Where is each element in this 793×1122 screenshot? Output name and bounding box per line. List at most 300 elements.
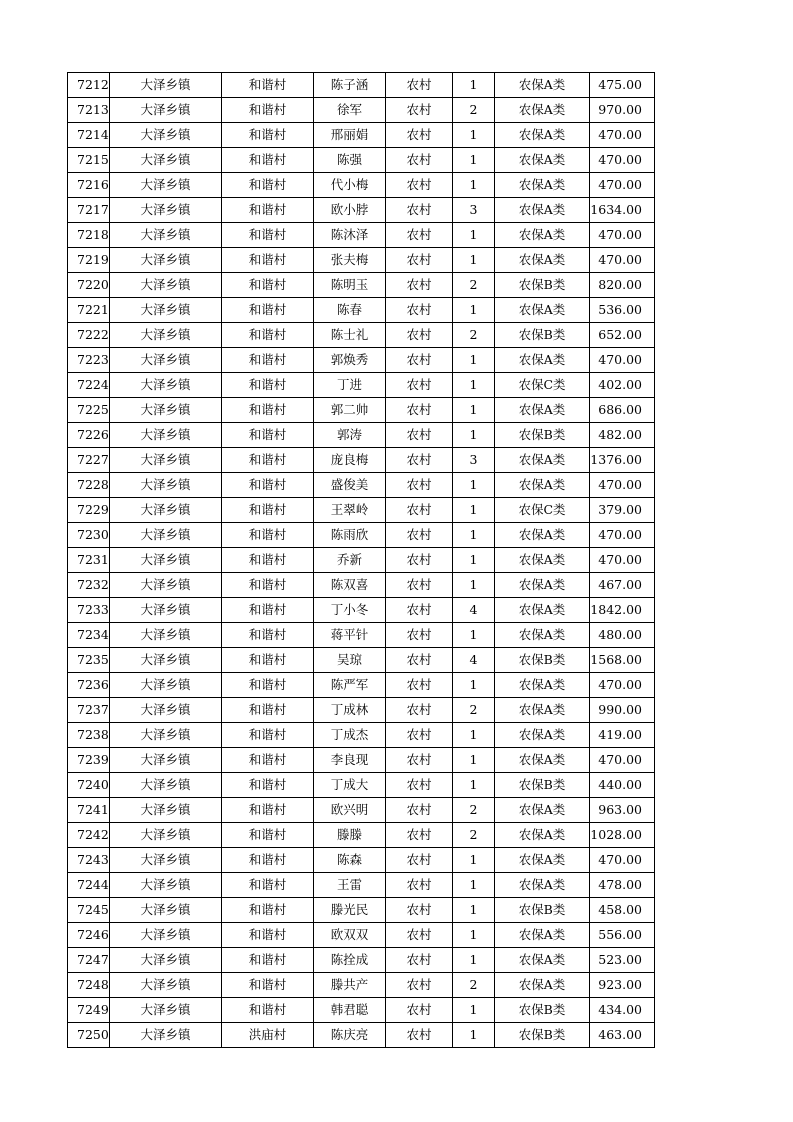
records-table [67, 72, 655, 1048]
record-id-cell: 7245 [68, 898, 110, 923]
amount-cell: 1568.00 [590, 648, 655, 673]
township-cell: 大泽乡镇 [110, 1023, 222, 1048]
village-cell: 和谐村 [222, 748, 314, 773]
record-id-cell: 7214 [68, 123, 110, 148]
township-cell: 大泽乡镇 [110, 398, 222, 423]
record-id-cell: 7234 [68, 623, 110, 648]
name-cell: 陈拴成 [314, 948, 386, 973]
village-cell: 和谐村 [222, 848, 314, 873]
record-id-cell: 7216 [68, 173, 110, 198]
member-count-cell: 2 [453, 698, 495, 723]
village-cell: 和谐村 [222, 573, 314, 598]
household-type-cell: 农村 [386, 148, 453, 173]
village-cell: 和谐村 [222, 248, 314, 273]
record-id-cell: 7220 [68, 273, 110, 298]
township-cell: 大泽乡镇 [110, 823, 222, 848]
record-id-cell: 7249 [68, 998, 110, 1023]
village-cell: 和谐村 [222, 698, 314, 723]
township-cell: 大泽乡镇 [110, 848, 222, 873]
table-row [68, 923, 655, 948]
table-row [68, 798, 655, 823]
name-cell: 丁成林 [314, 698, 386, 723]
household-type-cell: 农村 [386, 573, 453, 598]
record-id-cell: 7229 [68, 498, 110, 523]
township-cell: 大泽乡镇 [110, 348, 222, 373]
village-cell: 和谐村 [222, 973, 314, 998]
village-cell: 和谐村 [222, 473, 314, 498]
household-type-cell: 农村 [386, 748, 453, 773]
village-cell: 和谐村 [222, 948, 314, 973]
township-cell: 大泽乡镇 [110, 248, 222, 273]
village-cell: 和谐村 [222, 998, 314, 1023]
amount-cell: 458.00 [590, 898, 655, 923]
insurance-category-cell: 农保A类 [495, 148, 590, 173]
amount-cell: 1376.00 [590, 448, 655, 473]
village-cell: 和谐村 [222, 723, 314, 748]
name-cell: 滕光民 [314, 898, 386, 923]
township-cell: 大泽乡镇 [110, 223, 222, 248]
record-id-cell: 7232 [68, 573, 110, 598]
household-type-cell: 农村 [386, 248, 453, 273]
table-row [68, 448, 655, 473]
name-cell: 欧兴明 [314, 798, 386, 823]
insurance-category-cell: 农保C类 [495, 373, 590, 398]
insurance-category-cell: 农保A类 [495, 523, 590, 548]
household-type-cell: 农村 [386, 673, 453, 698]
member-count-cell: 1 [453, 948, 495, 973]
township-cell: 大泽乡镇 [110, 498, 222, 523]
insurance-category-cell: 农保B类 [495, 273, 590, 298]
record-id-cell: 7241 [68, 798, 110, 823]
record-id-cell: 7244 [68, 873, 110, 898]
amount-cell: 652.00 [590, 323, 655, 348]
township-cell: 大泽乡镇 [110, 323, 222, 348]
member-count-cell: 1 [453, 148, 495, 173]
township-cell: 大泽乡镇 [110, 923, 222, 948]
township-cell: 大泽乡镇 [110, 748, 222, 773]
township-cell: 大泽乡镇 [110, 298, 222, 323]
name-cell: 韩君聪 [314, 998, 386, 1023]
table-row [68, 648, 655, 673]
household-type-cell: 农村 [386, 423, 453, 448]
amount-cell: 470.00 [590, 473, 655, 498]
name-cell: 丁小冬 [314, 598, 386, 623]
table-row [68, 873, 655, 898]
insurance-category-cell: 农保A类 [495, 223, 590, 248]
village-cell: 和谐村 [222, 598, 314, 623]
member-count-cell: 1 [453, 773, 495, 798]
village-cell: 和谐村 [222, 198, 314, 223]
name-cell: 郭焕秀 [314, 348, 386, 373]
amount-cell: 556.00 [590, 923, 655, 948]
name-cell: 丁成杰 [314, 723, 386, 748]
table-row [68, 673, 655, 698]
village-cell: 和谐村 [222, 148, 314, 173]
village-cell: 和谐村 [222, 223, 314, 248]
household-type-cell: 农村 [386, 898, 453, 923]
name-cell: 王翠岭 [314, 498, 386, 523]
member-count-cell: 1 [453, 998, 495, 1023]
name-cell: 徐军 [314, 98, 386, 123]
household-type-cell: 农村 [386, 223, 453, 248]
table-row [68, 98, 655, 123]
name-cell: 丁进 [314, 373, 386, 398]
township-cell: 大泽乡镇 [110, 98, 222, 123]
member-count-cell: 1 [453, 873, 495, 898]
village-cell: 和谐村 [222, 323, 314, 348]
record-id-cell: 7223 [68, 348, 110, 373]
record-id-cell: 7212 [68, 73, 110, 98]
table-row [68, 323, 655, 348]
name-cell: 陈庆亮 [314, 1023, 386, 1048]
record-id-cell: 7226 [68, 423, 110, 448]
township-cell: 大泽乡镇 [110, 998, 222, 1023]
member-count-cell: 2 [453, 323, 495, 348]
table-row [68, 223, 655, 248]
member-count-cell: 1 [453, 473, 495, 498]
village-cell: 和谐村 [222, 648, 314, 673]
member-count-cell: 1 [453, 248, 495, 273]
name-cell: 邢丽娟 [314, 123, 386, 148]
member-count-cell: 1 [453, 123, 495, 148]
insurance-category-cell: 农保A类 [495, 598, 590, 623]
household-type-cell: 农村 [386, 773, 453, 798]
insurance-category-cell: 农保A类 [495, 248, 590, 273]
township-cell: 大泽乡镇 [110, 873, 222, 898]
insurance-category-cell: 农保C类 [495, 498, 590, 523]
insurance-category-cell: 农保A类 [495, 173, 590, 198]
insurance-category-cell: 农保A类 [495, 873, 590, 898]
name-cell: 郭二帅 [314, 398, 386, 423]
table-row [68, 973, 655, 998]
name-cell: 盛俊美 [314, 473, 386, 498]
amount-cell: 470.00 [590, 148, 655, 173]
member-count-cell: 2 [453, 273, 495, 298]
name-cell: 蒋平针 [314, 623, 386, 648]
amount-cell: 1634.00 [590, 198, 655, 223]
table-row [68, 998, 655, 1023]
table-row [68, 273, 655, 298]
table-row [68, 1023, 655, 1048]
member-count-cell: 1 [453, 423, 495, 448]
member-count-cell: 1 [453, 1023, 495, 1048]
insurance-category-cell: 农保A类 [495, 798, 590, 823]
insurance-category-cell: 农保A类 [495, 948, 590, 973]
name-cell: 王雷 [314, 873, 386, 898]
village-cell: 和谐村 [222, 898, 314, 923]
amount-cell: 963.00 [590, 798, 655, 823]
name-cell: 陈子涵 [314, 73, 386, 98]
table-row [68, 348, 655, 373]
record-id-cell: 7228 [68, 473, 110, 498]
township-cell: 大泽乡镇 [110, 798, 222, 823]
insurance-category-cell: 农保A类 [495, 698, 590, 723]
record-id-cell: 7235 [68, 648, 110, 673]
member-count-cell: 1 [453, 898, 495, 923]
table-row [68, 698, 655, 723]
insurance-category-cell: 农保A类 [495, 723, 590, 748]
name-cell: 李良现 [314, 748, 386, 773]
amount-cell: 970.00 [590, 98, 655, 123]
village-cell: 和谐村 [222, 773, 314, 798]
record-id-cell: 7217 [68, 198, 110, 223]
amount-cell: 470.00 [590, 748, 655, 773]
record-id-cell: 7219 [68, 248, 110, 273]
table-row [68, 398, 655, 423]
member-count-cell: 1 [453, 523, 495, 548]
insurance-category-cell: 农保A类 [495, 98, 590, 123]
name-cell: 陈强 [314, 148, 386, 173]
insurance-category-cell: 农保A类 [495, 73, 590, 98]
member-count-cell: 1 [453, 623, 495, 648]
household-type-cell: 农村 [386, 723, 453, 748]
table-row [68, 948, 655, 973]
name-cell: 丁成大 [314, 773, 386, 798]
table-row [68, 198, 655, 223]
township-cell: 大泽乡镇 [110, 73, 222, 98]
household-type-cell: 农村 [386, 323, 453, 348]
record-id-cell: 7243 [68, 848, 110, 873]
table-row [68, 848, 655, 873]
insurance-category-cell: 农保A类 [495, 448, 590, 473]
member-count-cell: 1 [453, 923, 495, 948]
table-row [68, 148, 655, 173]
name-cell: 陈森 [314, 848, 386, 873]
village-cell: 和谐村 [222, 373, 314, 398]
table-row [68, 723, 655, 748]
amount-cell: 1842.00 [590, 598, 655, 623]
record-id-cell: 7225 [68, 398, 110, 423]
village-cell: 和谐村 [222, 298, 314, 323]
amount-cell: 470.00 [590, 523, 655, 548]
name-cell: 庞良梅 [314, 448, 386, 473]
name-cell: 陈沐泽 [314, 223, 386, 248]
member-count-cell: 2 [453, 798, 495, 823]
member-count-cell: 4 [453, 648, 495, 673]
insurance-category-cell: 农保A类 [495, 623, 590, 648]
village-cell: 和谐村 [222, 423, 314, 448]
record-id-cell: 7236 [68, 673, 110, 698]
amount-cell: 402.00 [590, 373, 655, 398]
township-cell: 大泽乡镇 [110, 523, 222, 548]
member-count-cell: 1 [453, 298, 495, 323]
amount-cell: 478.00 [590, 873, 655, 898]
record-id-cell: 7230 [68, 523, 110, 548]
member-count-cell: 1 [453, 573, 495, 598]
household-type-cell: 农村 [386, 98, 453, 123]
member-count-cell: 1 [453, 498, 495, 523]
table-row [68, 623, 655, 648]
village-cell: 和谐村 [222, 523, 314, 548]
amount-cell: 1028.00 [590, 823, 655, 848]
record-id-cell: 7237 [68, 698, 110, 723]
member-count-cell: 1 [453, 173, 495, 198]
member-count-cell: 1 [453, 223, 495, 248]
township-cell: 大泽乡镇 [110, 273, 222, 298]
household-type-cell: 农村 [386, 523, 453, 548]
amount-cell: 470.00 [590, 848, 655, 873]
household-type-cell: 农村 [386, 848, 453, 873]
record-id-cell: 7246 [68, 923, 110, 948]
table-row [68, 823, 655, 848]
member-count-cell: 1 [453, 723, 495, 748]
table-row [68, 173, 655, 198]
table-row [68, 598, 655, 623]
name-cell: 陈明玉 [314, 273, 386, 298]
village-cell: 和谐村 [222, 448, 314, 473]
record-id-cell: 7242 [68, 823, 110, 848]
insurance-category-cell: 农保A类 [495, 748, 590, 773]
household-type-cell: 农村 [386, 598, 453, 623]
table-row [68, 523, 655, 548]
household-type-cell: 农村 [386, 973, 453, 998]
name-cell: 滕共产 [314, 973, 386, 998]
village-cell: 和谐村 [222, 398, 314, 423]
township-cell: 大泽乡镇 [110, 448, 222, 473]
household-type-cell: 农村 [386, 998, 453, 1023]
township-cell: 大泽乡镇 [110, 698, 222, 723]
record-id-cell: 7233 [68, 598, 110, 623]
table-row [68, 548, 655, 573]
member-count-cell: 1 [453, 748, 495, 773]
insurance-category-cell: 农保A类 [495, 473, 590, 498]
village-cell: 和谐村 [222, 498, 314, 523]
records-table-body [68, 73, 655, 1048]
record-id-cell: 7247 [68, 948, 110, 973]
record-id-cell: 7231 [68, 548, 110, 573]
township-cell: 大泽乡镇 [110, 373, 222, 398]
amount-cell: 470.00 [590, 673, 655, 698]
household-type-cell: 农村 [386, 1023, 453, 1048]
table-row [68, 898, 655, 923]
table-row [68, 123, 655, 148]
table-row [68, 73, 655, 98]
household-type-cell: 农村 [386, 698, 453, 723]
amount-cell: 470.00 [590, 223, 655, 248]
village-cell: 和谐村 [222, 73, 314, 98]
insurance-category-cell: 农保A类 [495, 298, 590, 323]
amount-cell: 480.00 [590, 623, 655, 648]
record-id-cell: 7240 [68, 773, 110, 798]
township-cell: 大泽乡镇 [110, 898, 222, 923]
insurance-category-cell: 农保A类 [495, 923, 590, 948]
household-type-cell: 农村 [386, 173, 453, 198]
record-id-cell: 7250 [68, 1023, 110, 1048]
table-row [68, 748, 655, 773]
amount-cell: 440.00 [590, 773, 655, 798]
name-cell: 欧双双 [314, 923, 386, 948]
household-type-cell: 农村 [386, 623, 453, 648]
amount-cell: 686.00 [590, 398, 655, 423]
record-id-cell: 7224 [68, 373, 110, 398]
amount-cell: 463.00 [590, 1023, 655, 1048]
township-cell: 大泽乡镇 [110, 573, 222, 598]
member-count-cell: 3 [453, 198, 495, 223]
member-count-cell: 3 [453, 448, 495, 473]
household-type-cell: 农村 [386, 823, 453, 848]
insurance-category-cell: 农保B类 [495, 648, 590, 673]
insurance-category-cell: 农保A类 [495, 673, 590, 698]
record-id-cell: 7248 [68, 973, 110, 998]
amount-cell: 470.00 [590, 123, 655, 148]
insurance-category-cell: 农保B类 [495, 773, 590, 798]
member-count-cell: 2 [453, 973, 495, 998]
table-row [68, 573, 655, 598]
household-type-cell: 农村 [386, 298, 453, 323]
record-id-cell: 7239 [68, 748, 110, 773]
township-cell: 大泽乡镇 [110, 123, 222, 148]
record-id-cell: 7222 [68, 323, 110, 348]
name-cell: 张夫梅 [314, 248, 386, 273]
insurance-category-cell: 农保A类 [495, 198, 590, 223]
household-type-cell: 农村 [386, 273, 453, 298]
township-cell: 大泽乡镇 [110, 198, 222, 223]
household-type-cell: 农村 [386, 373, 453, 398]
name-cell: 陈双喜 [314, 573, 386, 598]
amount-cell: 470.00 [590, 548, 655, 573]
household-type-cell: 农村 [386, 198, 453, 223]
household-type-cell: 农村 [386, 948, 453, 973]
household-type-cell: 农村 [386, 498, 453, 523]
insurance-category-cell: 农保B类 [495, 998, 590, 1023]
insurance-category-cell: 农保A类 [495, 348, 590, 373]
table-row [68, 773, 655, 798]
township-cell: 大泽乡镇 [110, 473, 222, 498]
name-cell: 陈春 [314, 298, 386, 323]
township-cell: 大泽乡镇 [110, 723, 222, 748]
insurance-category-cell: 农保A类 [495, 123, 590, 148]
name-cell: 陈严军 [314, 673, 386, 698]
name-cell: 郭涛 [314, 423, 386, 448]
amount-cell: 523.00 [590, 948, 655, 973]
name-cell: 乔新 [314, 548, 386, 573]
household-type-cell: 农村 [386, 448, 453, 473]
table-row [68, 248, 655, 273]
member-count-cell: 2 [453, 98, 495, 123]
record-id-cell: 7213 [68, 98, 110, 123]
table-row [68, 473, 655, 498]
amount-cell: 482.00 [590, 423, 655, 448]
insurance-category-cell: 农保B类 [495, 898, 590, 923]
village-cell: 和谐村 [222, 873, 314, 898]
household-type-cell: 农村 [386, 473, 453, 498]
insurance-category-cell: 农保A类 [495, 398, 590, 423]
table-row [68, 298, 655, 323]
household-type-cell: 农村 [386, 73, 453, 98]
amount-cell: 990.00 [590, 698, 655, 723]
village-cell: 和谐村 [222, 348, 314, 373]
household-type-cell: 农村 [386, 923, 453, 948]
member-count-cell: 4 [453, 598, 495, 623]
amount-cell: 470.00 [590, 348, 655, 373]
township-cell: 大泽乡镇 [110, 648, 222, 673]
township-cell: 大泽乡镇 [110, 773, 222, 798]
household-type-cell: 农村 [386, 348, 453, 373]
insurance-category-cell: 农保A类 [495, 848, 590, 873]
record-id-cell: 7227 [68, 448, 110, 473]
insurance-category-cell: 农保A类 [495, 573, 590, 598]
village-cell: 和谐村 [222, 98, 314, 123]
insurance-category-cell: 农保A类 [495, 973, 590, 998]
amount-cell: 379.00 [590, 498, 655, 523]
amount-cell: 419.00 [590, 723, 655, 748]
member-count-cell: 1 [453, 398, 495, 423]
village-cell: 洪庙村 [222, 1023, 314, 1048]
township-cell: 大泽乡镇 [110, 423, 222, 448]
insurance-category-cell: 农保B类 [495, 1023, 590, 1048]
amount-cell: 434.00 [590, 998, 655, 1023]
village-cell: 和谐村 [222, 273, 314, 298]
